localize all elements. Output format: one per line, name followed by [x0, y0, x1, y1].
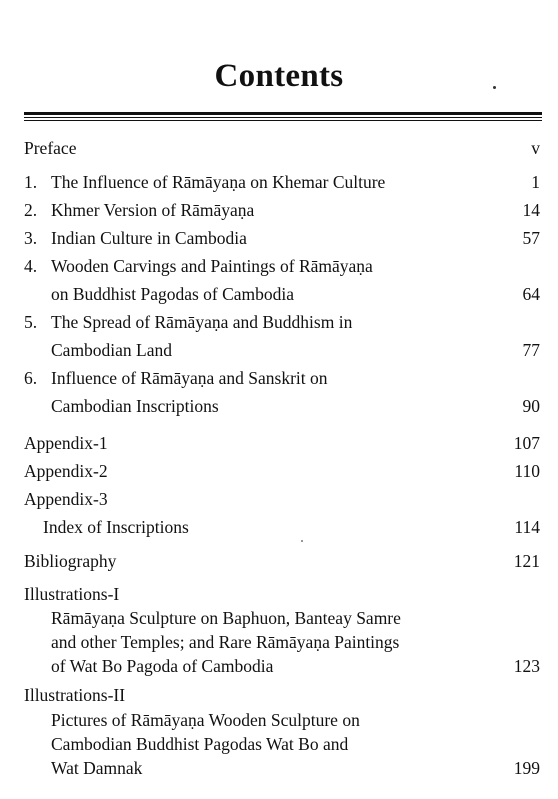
entry-number: 6. — [24, 368, 38, 388]
entry-title: Appendix-2 — [24, 461, 108, 481]
entry-title: Cambodian Buddhist Pagodas Wat Bo and — [51, 734, 349, 754]
toc-entry — [0, 226, 558, 250]
toc-entry — [0, 515, 558, 539]
toc-entry — [0, 170, 558, 194]
entry-title: Khmer Version of Rāmāyaṇa — [51, 200, 255, 220]
entry-title: Rāmāyaṇa Sculpture on Baphuon, Banteay Samre — [51, 608, 401, 628]
toc-entry — [0, 282, 558, 306]
entry-title: The Influence of Rāmāyaṇa on Khemar Culture — [51, 172, 386, 192]
entry-title: Appendix-3 — [24, 489, 108, 509]
entry-page-number: 199 — [513, 758, 540, 778]
toc-entry — [0, 732, 558, 756]
toc-entry — [0, 582, 558, 606]
entry-title: Indian Culture in Cambodia — [51, 228, 247, 248]
toc-entry — [0, 683, 558, 707]
entry-title: Bibliography — [24, 551, 117, 571]
title-divider-thin — [24, 117, 542, 118]
entry-page-number: v — [531, 138, 540, 158]
toc-entry — [0, 366, 558, 390]
entry-page-number: 107 — [513, 433, 540, 453]
entry-number: 4. — [24, 256, 38, 276]
toc-entry — [0, 431, 558, 455]
toc-entry — [0, 136, 558, 160]
entry-number: 3. — [24, 228, 38, 248]
title-divider-thin — [24, 120, 542, 121]
toc-entry — [0, 310, 558, 334]
toc-entry — [0, 708, 558, 732]
entry-title: of Wat Bo Pagoda of Cambodia — [51, 656, 274, 676]
entry-title: Illustrations-I — [24, 584, 120, 604]
entry-title: The Spread of Rāmāyaṇa and Buddhism in — [51, 312, 353, 332]
entry-title: Index of Inscriptions — [43, 517, 189, 537]
entry-page-number: 1 — [531, 172, 540, 192]
toc-entry — [0, 254, 558, 278]
print-speck — [493, 86, 496, 89]
toc-entry — [0, 549, 558, 573]
page-title: Contents — [214, 58, 344, 94]
entry-page-number: 114 — [514, 517, 540, 537]
entry-title: Influence of Rāmāyaṇa and Sanskrit on — [51, 368, 328, 388]
entry-number: 5. — [24, 312, 38, 332]
entry-number: 1. — [24, 172, 38, 192]
entry-page-number: 110 — [514, 461, 540, 481]
entry-page-number: 90 — [522, 396, 540, 416]
toc-entry — [0, 459, 558, 483]
title-divider-thick — [24, 112, 542, 115]
entry-title: and other Temples; and Rare Rāmāyaṇa Paintings — [51, 632, 400, 652]
toc-entry — [0, 394, 558, 418]
entry-page-number: 57 — [522, 228, 540, 248]
toc-entry — [0, 198, 558, 222]
entry-title: Appendix-1 — [24, 433, 108, 453]
entry-title: Pictures of Rāmāyaṇa Wooden Sculpture on — [51, 710, 360, 730]
entry-title: Wooden Carvings and Paintings of Rāmāyaṇa — [51, 256, 373, 276]
entry-title: Wat Damnak — [51, 758, 143, 778]
entry-title: Illustrations-II — [24, 685, 126, 705]
entry-title: Cambodian Land — [51, 340, 173, 360]
entry-page-number: 14 — [522, 200, 540, 220]
entry-title: on Buddhist Pagodas of Cambodia — [51, 284, 295, 304]
entry-page-number: 77 — [522, 340, 540, 360]
entry-number: 2. — [24, 200, 38, 220]
entry-title: Preface — [24, 138, 77, 158]
entry-page-number: 121 — [513, 551, 540, 571]
toc-entry — [0, 654, 558, 678]
toc-entry — [0, 756, 558, 780]
entry-title: Cambodian Inscriptions — [51, 396, 219, 416]
toc-entry — [0, 487, 558, 511]
toc-entry — [0, 606, 558, 630]
entry-page-number: 123 — [513, 656, 540, 676]
toc-entry — [0, 338, 558, 362]
toc-entry — [0, 630, 558, 654]
entry-page-number: 64 — [522, 284, 540, 304]
print-speck — [301, 540, 303, 542]
